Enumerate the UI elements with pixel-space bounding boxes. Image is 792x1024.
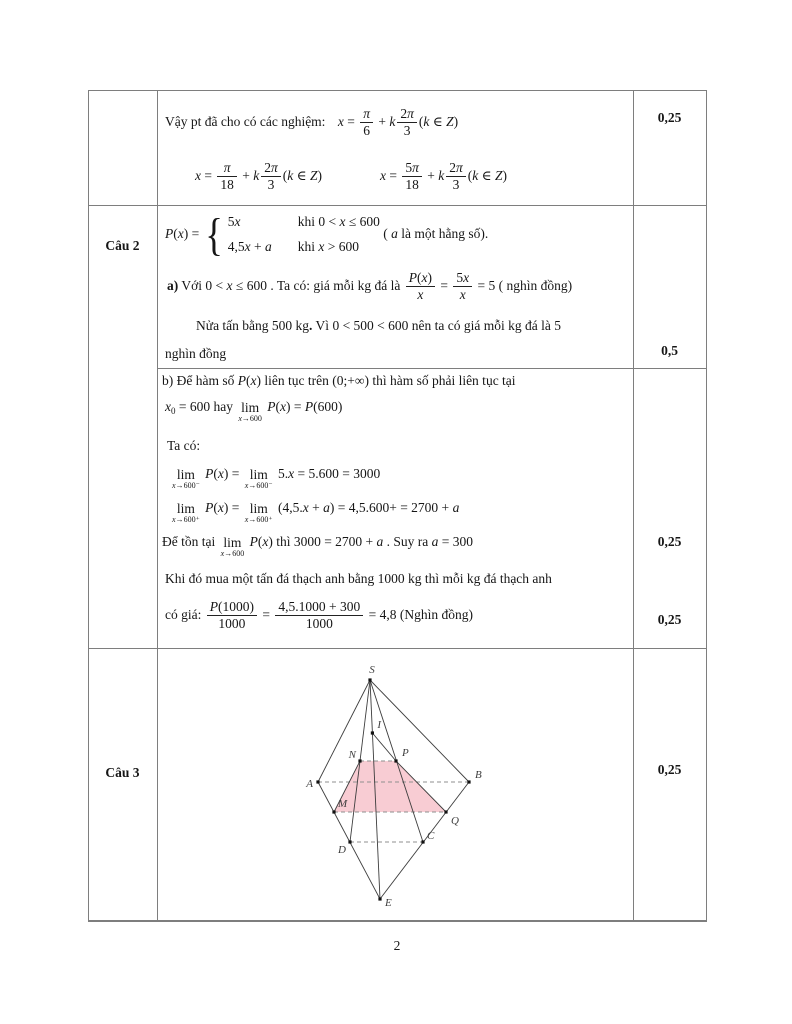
label-A: A [306, 778, 313, 790]
point-B [467, 780, 470, 783]
row1-intro-text: Vậy pt đã cho có các nghiệm: [165, 113, 326, 129]
edge-IP [372, 733, 396, 761]
cau2-label: Câu 2 [105, 238, 140, 253]
point-C [421, 840, 424, 843]
cau2-bottom-border [88, 648, 707, 649]
cau3-pyramid-figure [288, 650, 503, 915]
cau2-lim-left-line: lim x→600⁻ P(x) = lim x→600⁻ 5.x = 5.600 = 3000 [172, 466, 381, 490]
table-divider-score [633, 90, 634, 922]
table-border-top [88, 90, 707, 91]
cau2-gia-line: có giá: $\frac{P(1000)}{1000}$ = $\frac{4,5.1000 + 300}{1000}$ = 4,8 (Nghìn đồng) [165, 599, 473, 632]
cau2-halfton-line2: nghìn đồng [165, 346, 227, 361]
cau2-x0-line: $x_0 = 600$ hay lim x→600 P(x) = P(600) [165, 399, 343, 423]
table-border-right [706, 90, 707, 922]
label-M: M [338, 798, 348, 810]
label-Q: Q [451, 815, 459, 827]
label-B: B [475, 769, 482, 781]
cau2-sub-divider [157, 368, 706, 369]
cau2-taco-line: Ta có: [167, 438, 201, 453]
cau2-part-b-intro: b) Để hàm số P(x) liên tục trên (0;+∞) thì hàm số phải liên tục tại [162, 373, 516, 388]
cau2-score-b1: 0,25 [657, 534, 682, 549]
point-N [358, 759, 361, 762]
cau3-score: 0,25 [657, 762, 682, 777]
table-border-bottom [88, 920, 707, 922]
label-E: E [385, 897, 392, 909]
label-P: P [402, 747, 409, 759]
cau2-piecewise-formula: P(x) = { 5x khi 0 < x ≤ 600 4,5x + a khi x > 600 ( a là một hằng số). [165, 208, 489, 260]
row1-score: 0,25 [657, 110, 682, 125]
point-Q [444, 810, 447, 813]
point-I [371, 731, 374, 734]
cau2-lim-right-line: lim x→600⁺ P(x) = lim x→600⁺ (4,5.x + a) = 4,5.600+ = 2700 + a [172, 500, 460, 524]
cau2-score-a: 0,5 [661, 343, 678, 358]
row1-formula-main: x = $\frac{\pi}{6}$ + k $\frac{2\pi}{3}$ (k ∈ Z) [337, 106, 459, 139]
cau3-label: Câu 3 [105, 765, 140, 780]
point-E [378, 897, 381, 900]
row1-solution-line1 [165, 106, 458, 139]
point-A [316, 780, 319, 783]
row1-bottom-border [88, 205, 707, 206]
row1-formula-right: x = $\frac{5\pi}{18}$ + k $\frac{2\pi}{3}$ (k ∈ Z) [380, 160, 508, 193]
table-divider-col1 [157, 90, 158, 922]
row1-formula-left: x = $\frac{\pi}{18}$ + k $\frac{2\pi}{3}$ (k ∈ Z) [195, 160, 323, 193]
label-C: C [427, 830, 435, 842]
section-mnpq [334, 761, 446, 812]
label-S: S [369, 664, 375, 676]
point-D [348, 840, 351, 843]
point-M [332, 810, 335, 813]
cau2-score-b2: 0,25 [657, 612, 682, 627]
page-number: 2 [393, 938, 401, 953]
label-I: I [377, 719, 382, 731]
cau2-khido-line: Khi đó mua một tấn đá thạch anh bằng 1000 kg thì mỗi kg đá thạch anh [165, 571, 552, 586]
cau2-halfton-line1: Nửa tấn bằng 500 kg. Vì 0 < 500 < 600 nên ta có giá mỗi kg đá là 5 [196, 318, 562, 333]
label-D: D [338, 844, 346, 856]
cau2-part-a-line: a) Với 0 < x ≤ 600 . Ta có: giá mỗi kg đá là $\frac{P(x)}{x}$ = $\frac{5x}{x}$ = 5 ( nghìn đồng) [167, 270, 573, 303]
point-S [368, 678, 371, 681]
label-N: N [348, 749, 356, 761]
cau2-exists-line: Để tồn tại lim x→600 P(x) thì 3000 = 2700 + a . Suy ra a = 300 [162, 534, 474, 558]
point-P [394, 759, 397, 762]
table-border-left [88, 90, 89, 922]
